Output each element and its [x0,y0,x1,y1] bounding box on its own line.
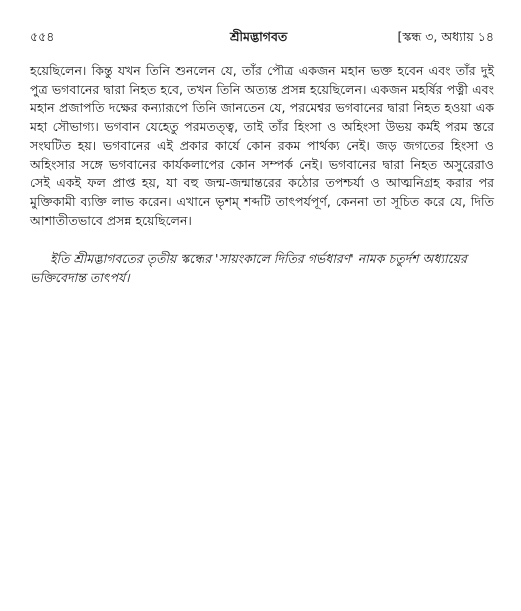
purport-paragraph: হয়েছিলেন। কিন্তু যখন তিনি শুনলেন যে, তাঁর পৌত্র একজন মহান ভক্ত হবেন এবং তাঁর দুই পুত্র ভগবানের দ্বারা নিহত হবে, তখন তিনি অত্যন্ত প্রসন্ন হয়েছিলেন। একজন মহর্ষির পত্নী এবং মহান প্রজাপতি দক্ষের কন্যারূপে তিনি জানতেন যে, পরমেশ্বর ভগবানের দ্বারা নিহত হওয়া এক মহা সৌভাগ্য। ভগবান যেহেতু পরমতত্ত্ব, তাই তাঁর হিংসা ও অহিংসা উভয় কর্মই পরম স্তরে সংঘটিত হয়। ভগবানের এই প্রকার কার্যে কোন রকম পার্থক্য নেই। জড় জগতের হিংসা ও অহিংসার সঙ্গে ভগবানের কার্যকলাপের কোন সম্পর্ক নেই। ভগবানের দ্বারা নিহত অসুরেরাও সেই একই ফল প্রাপ্ত হয়, যা বহু জন্ম-জন্মান্তরের কঠোর তপশ্চর্যা ও আত্মনিগ্রহ করার পর মুক্তিকামী ব্যক্তি লাভ করেন। এখানে ভৃশম্ শব্দটি তাৎপর্যপূর্ণ, কেননা তা সূচিত করে যে, দিতি আশাতীতভাবে প্রসন্ন হয়েছিলেন। [30,63,494,228]
chapter-closing-line: ইতি শ্রীমদ্ভাগবতের তৃতীয় স্কন্ধের 'সায়ংকালে দিতির গর্ভধারণ' নামক চতুর্দশ অধ্যায়ের ভক্তিবেদান্ত তাৎপর্য। [30,251,467,286]
running-header [30,28,494,52]
document-page [30,28,494,288]
book-title: শ্রীমদ্ভাগবত [230,29,288,44]
page-number: ৫৫৪ [30,29,55,44]
section-reference: [স্কন্ধ ৩, অধ্যায় ১৪ [397,29,494,44]
